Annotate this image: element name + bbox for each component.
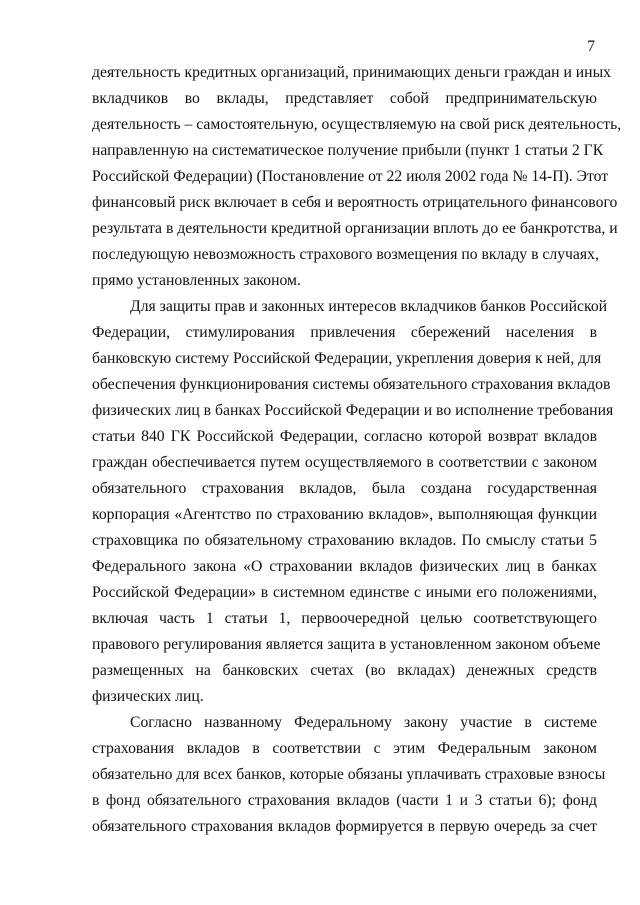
text-line: корпорация «Агентство по страхованию вкладов», выполняющая функции — [92, 506, 597, 523]
text-line: прямо установленных законом. — [92, 272, 301, 289]
text-line: в фонд обязательного страхования вкладов (части 1 и 3 статьи 6); фонд — [92, 792, 597, 809]
text-line: вкладчиков во вклады, представляет собой предпринимательскую — [92, 90, 597, 107]
text-line: банковскую систему Российской Федерации, укрепления доверия к ней, для — [92, 350, 602, 367]
text-line: включая часть 1 статьи 1, первоочередной целью соответствующего — [92, 610, 597, 627]
paragraph-1 — [92, 60, 622, 294]
document-body — [92, 60, 622, 840]
text-line: деятельность – самостоятельную, осуществляемую на свой риск деятельность, — [92, 116, 622, 133]
text-line: результата в деятельности кредитной организации вплоть до ее банкротства, и — [92, 220, 618, 237]
text-line: Для защиты прав и законных интересов вкладчиков банков Российской — [130, 298, 608, 315]
text-line: Федерального закона «О страховании вкладов физических лиц в банках — [92, 558, 597, 575]
text-line: физических лиц в банках Российской Федерации и во исполнение требования — [92, 402, 614, 419]
text-line: обеспечения функционирования системы обязательного страхования вкладов — [92, 376, 611, 393]
text-line: размещенных на банковских счетах (во вкладах) денежных средств — [92, 662, 597, 679]
text-line: правового регулирования является защита в установленном законом объеме — [92, 636, 601, 653]
paragraph-2 — [92, 294, 614, 710]
text-line: статьи 840 ГК Российской Федерации, согласно которой возврат вкладов — [92, 428, 597, 445]
text-line: Федерации, стимулирования привлечения сбережений населения в — [92, 324, 597, 341]
text-line: последующую невозможность страхового возмещения по вкладу в случаях, — [92, 246, 599, 263]
text-line: обязательно для всех банков, которые обязаны уплачивать страховые взносы — [92, 766, 606, 783]
text-line: граждан обеспечивается путем осуществляемого в соответствии с законом — [92, 454, 597, 471]
text-line: обязательного страхования вкладов формируется в первую очередь за счет — [92, 818, 597, 835]
text-line: деятельность кредитных организаций, принимающих деньги граждан и иных — [92, 64, 611, 81]
text-line: направленную на систематическое получение прибыли (пункт 1 статьи 2 ГК — [92, 142, 604, 159]
page-number: 7 — [587, 38, 595, 55]
text-line: физических лиц. — [92, 688, 204, 705]
text-line: Российской Федерации» в системном единстве с иными его положениями, — [92, 584, 597, 601]
text-line: финансовый риск включает в себя и вероятность отрицательного финансового — [92, 194, 618, 211]
text-line: страхования вкладов в соответствии с этим Федеральным законом — [92, 740, 597, 757]
text-line: Российской Федерации) (Постановление от 22 июля 2002 года № 14-П). Этот — [92, 168, 609, 185]
text-line: обязательного страхования вкладов, была создана государственная — [92, 480, 597, 497]
paragraph-3 — [92, 710, 606, 840]
text-line: Согласно названному Федеральному закону участие в системе — [130, 714, 597, 731]
text-line: страховщика по обязательному страхованию вкладов. По смыслу статьи 5 — [92, 532, 597, 549]
